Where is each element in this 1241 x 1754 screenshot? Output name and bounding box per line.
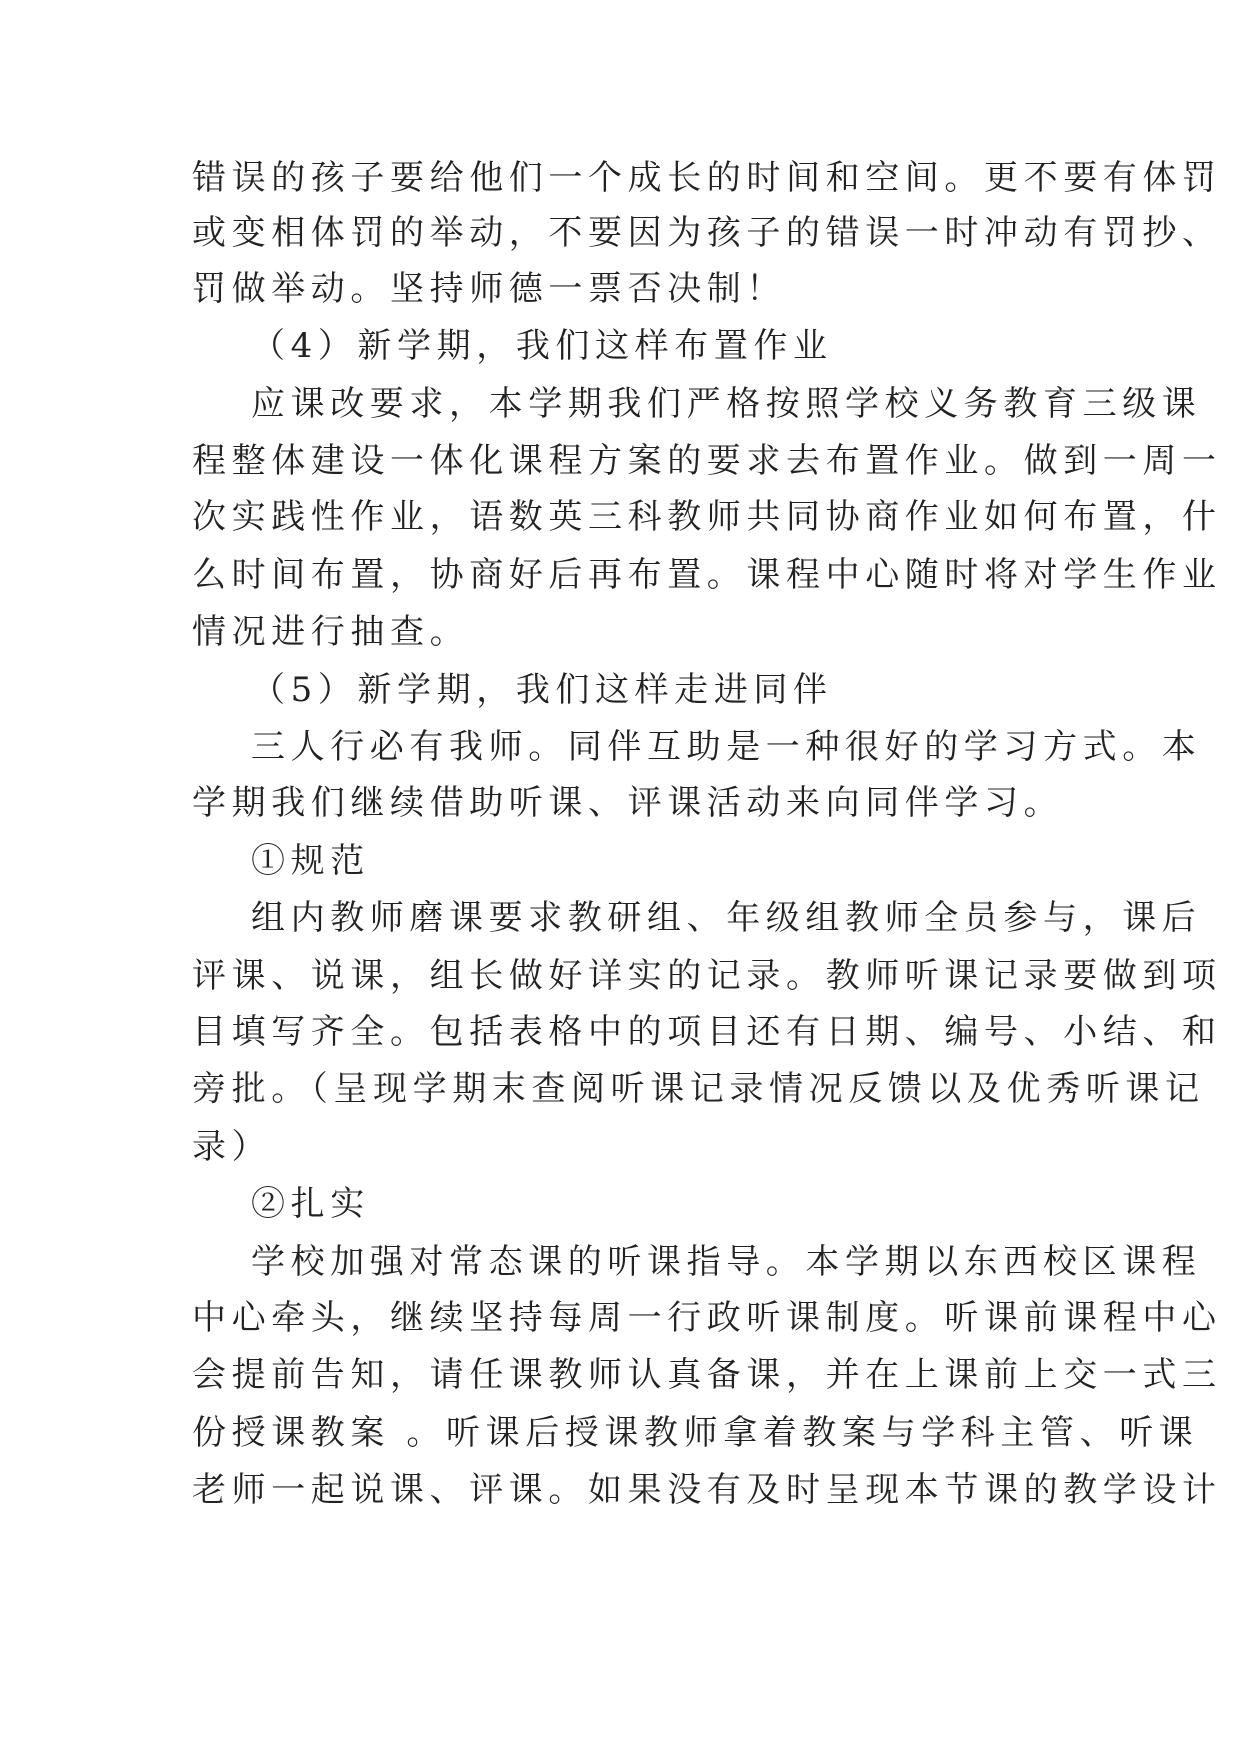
paragraph-line: 中心牵头，继续坚持每周一行政听课制度。听课前课程中心	[192, 1298, 1222, 1338]
paragraph-line: 组内教师磨课要求教研组、年级组教师全员参与，课后	[251, 898, 1202, 938]
paragraph-line: 应课改要求，本学期我们严格按照学校义务教育三级课	[251, 384, 1202, 424]
paragraph-line: 学校加强对常态课的听课指导。本学期以东西校区课程	[251, 1242, 1202, 1282]
subsection-heading: ①规范	[251, 841, 370, 881]
paragraph-line: 程整体建设一体化课程方案的要求去布置作业。做到一周一	[192, 441, 1222, 481]
paragraph-line: 录）	[192, 1127, 272, 1167]
paragraph-line: 三人行必有我师。同伴互助是一种很好的学习方式。本	[251, 727, 1202, 767]
paragraph-line: 会提前告知，请任课教师认真备课，并在上课前上交一式三	[192, 1355, 1222, 1395]
paragraph-line: 学期我们继续借助听课、评课活动来向同伴学习。	[192, 783, 1064, 823]
paragraph-line: 目填写齐全。包括表格中的项目还有日期、编号、小结、和	[192, 1012, 1222, 1052]
paragraph-line: 么时间布置，协商好后再布置。课程中心随时将对学生作业	[192, 555, 1222, 595]
paragraph-line: 份授课教案 。听课后授课教师拿着教案与学科主管、听课	[192, 1413, 1199, 1453]
paragraph-line: 罚做举动。坚持师德一票否决制！	[192, 269, 786, 309]
section-heading: （5）新学期，我们这样走进同伴	[251, 670, 833, 710]
paragraph-line: 情况进行抽查。	[192, 612, 470, 652]
subsection-heading: ②扎实	[251, 1184, 370, 1224]
paragraph-line: 评课、说课，组长做好详实的记录。教师听课记录要做到项	[192, 956, 1222, 996]
section-heading: （4）新学期，我们这样布置作业	[251, 326, 833, 366]
paragraph-line: 或变相体罚的举动，不要因为孩子的错误一时冲动有罚抄、	[192, 213, 1222, 253]
paragraph-line: 次实践性作业，语数英三科教师共同协商作业如何布置，什	[192, 497, 1222, 537]
paragraph-line: 老师一起说课、评课。如果没有及时呈现本节课的教学设计	[192, 1470, 1222, 1510]
paragraph-line: 错误的孩子要给他们一个成长的时间和空间。更不要有体罚	[192, 158, 1222, 198]
paragraph-line: 旁批。（呈现学期末查阅听课记录情况反馈以及优秀听课记	[192, 1069, 1205, 1109]
